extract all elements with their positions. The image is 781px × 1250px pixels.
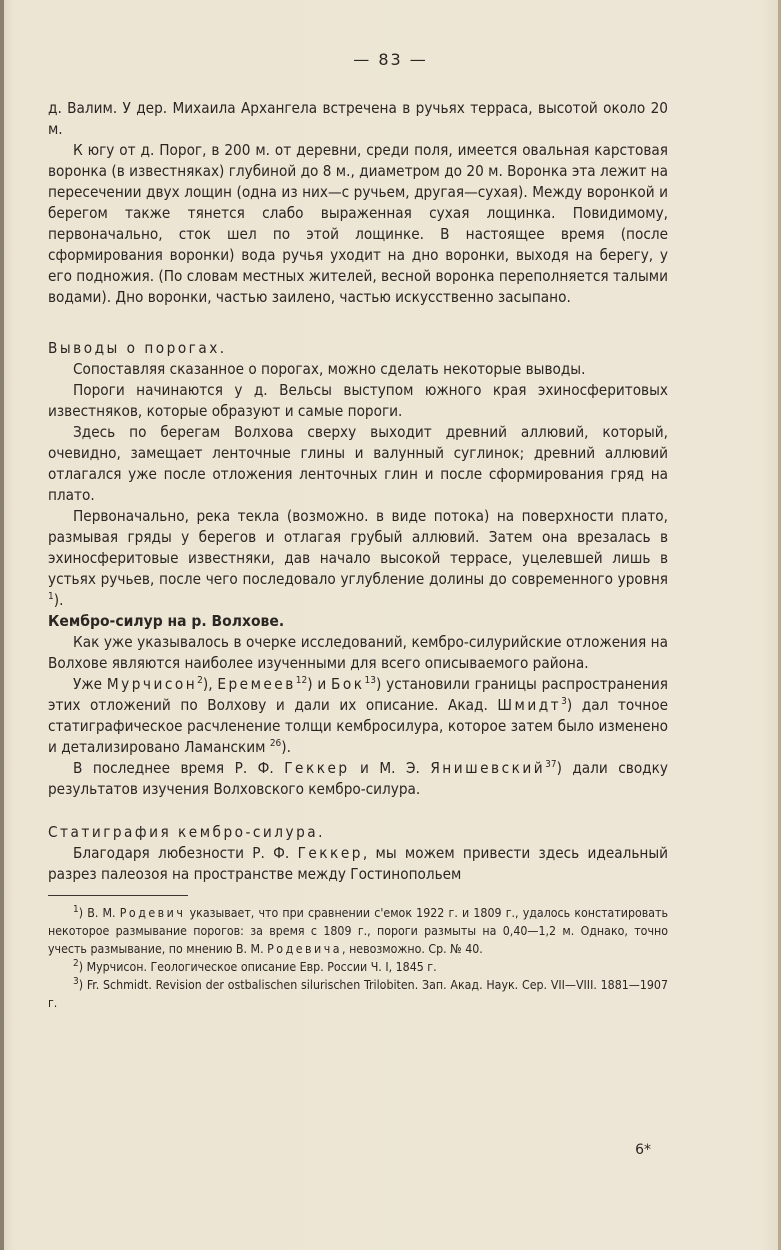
footnote-text: , невозможно. Ср. № 40. [342, 942, 483, 956]
footnote-text: ) В. М. [78, 906, 116, 920]
footnote-ref: 26 [269, 737, 282, 749]
section-heading: Кембро-силур на р. Волхове. [48, 612, 285, 630]
page-number: — 83 — [353, 50, 428, 69]
footnote-text: указывает, что при сравнении с'емок 1922 г. и 1809 г., удалось констатировать некоторое размывание порогов: за время с 1809 г., пороги размыты на 0,40—1,2 м. Однако, точно учесть размывание, по мнению В. М. [48, 906, 669, 956]
author-name: Мурчисон [106, 675, 198, 693]
paragraph-text: и М. Э. [360, 759, 420, 777]
paragraph: Пороги начинаются у д. Вельсы выступом южного края эхиносферитовых известняков, которые образуют и самые пороги. [48, 381, 668, 420]
paragraph-text: ). [53, 591, 64, 609]
paragraph-text: Первоначально, река текла (возможно. в виде потока) на поверхности плато, размывая гряды у берегов и отлагая грубый аллювий. Затем она врезалась в эхиносферитовые известняки, дав начало высокой террасе, уцелевшей лишь в устьях ручьев, после чего последовало углубление долины до современного уровня [48, 507, 668, 588]
author-name: Геккер [284, 759, 350, 777]
paragraph [48, 843, 668, 885]
paragraph-text: В последнее время Р. Ф. [73, 759, 274, 777]
section-heading: Выводы о порогах. [48, 339, 227, 357]
footnote-ref: 1 [48, 590, 54, 602]
footnote-mark: 2 [73, 957, 79, 969]
page-body [48, 98, 668, 1012]
paragraph: Здесь по берегам Волхова сверху выходит древний аллювий, который, очевидно, замещает ленточные глины и валунный суглинок; древний аллювий отлагался уже после отложения ленточных глин и после сформирования гряд на плато. [48, 423, 668, 504]
footnote [48, 904, 668, 958]
author-name: Родевича [267, 942, 343, 956]
paragraph-text: ) и [307, 675, 327, 693]
footnote-ref: 37 [545, 758, 557, 770]
paragraph-text: ) дал точное статиграфическое расчленение толщи кембросилура, которое затем было изменено и детализировано Ламанским [48, 696, 668, 756]
author-name: Еремеев [217, 675, 296, 693]
author-name: Бок [331, 675, 365, 693]
paragraph-text: Благодаря любезности Р. Ф. [73, 844, 290, 862]
footnote-ref: 13 [364, 674, 376, 686]
footnote-mark: 1 [73, 903, 79, 915]
footnote-divider [48, 895, 188, 896]
footnote [48, 976, 668, 1012]
footnote-ref: 3 [561, 695, 567, 707]
author-name: Шмидт [497, 696, 562, 714]
footnote-text: ) Мурчисон. Геологическое описание Евр. России Ч. I, 1845 г. [78, 960, 437, 974]
paragraph-text: ) установили границы распространения этих отложений по Волхову и дали их описание. Акад. [48, 675, 668, 714]
section-heading: Статиграфия кембро-силура. [48, 823, 326, 841]
paragraph [48, 506, 668, 611]
paragraph: Сопоставляя сказанное о порогах, можно сделать некоторые выводы. [73, 360, 586, 378]
paragraph-text: ) дали сводку результатов изучения Волховского кембро-силура. [48, 759, 668, 798]
paragraph-text: , мы можем привести здесь идеальный разрез палеозоя на пространстве между Гостинопольем [48, 844, 668, 883]
signature-mark: 6* [635, 1142, 651, 1158]
paragraph: Как уже указывалось в очерке исследований, кембро-силурийские отложения на Волхове являются наиболее изученными для всего описываемого района. [48, 633, 668, 672]
author-name: Янишевский [430, 759, 546, 777]
footnote-text: ) Fr. Schmidt. Revision der ostbalischen silurischen Trilobiten. Зап. Акад. Наук. Сер. VII—VIII. 1881—1907 г. [48, 978, 668, 1010]
paragraph: д. Валим. У дер. Михаила Архангела встречена в ручьях терраса, высотой около 20 м. [48, 99, 668, 138]
footnote [48, 958, 668, 976]
author-name: Родевич [119, 906, 186, 920]
paragraph: К югу от д. Порог, в 200 м. от деревни, среди поля, имеется овальная карстовая воронка (в известняках) глубиной до 8 м., диаметром до 20 м. Воронка эта лежит на пересечении двух лощин (одна из них—с ручьем, другая—сухая). Между воронкой и берегом также тянется слабо выраженная сухая лощинка. Повидимому, первоначально, сток шел по этой лощинке. В настоящее время (после сформирования воронки) вода ручья уходит на дно воронки, выходя на берегу, у его подножия. (По словам местных жителей, весной воронка переполняется талыми водами). Дно воронки, частью заилено, частью искусственно засыпано. [48, 141, 668, 306]
author-name: Геккер [297, 844, 363, 862]
paragraph-text: ), [202, 675, 213, 693]
paragraph [48, 758, 668, 800]
paragraph-text: Уже [73, 675, 103, 693]
paragraph-text: ). [281, 738, 291, 756]
footnote-ref: 12 [295, 674, 308, 686]
footnote-mark: 3 [73, 975, 79, 987]
paragraph [48, 674, 668, 758]
footnote-ref: 2 [197, 674, 203, 686]
page-left-edge [0, 0, 4, 1250]
